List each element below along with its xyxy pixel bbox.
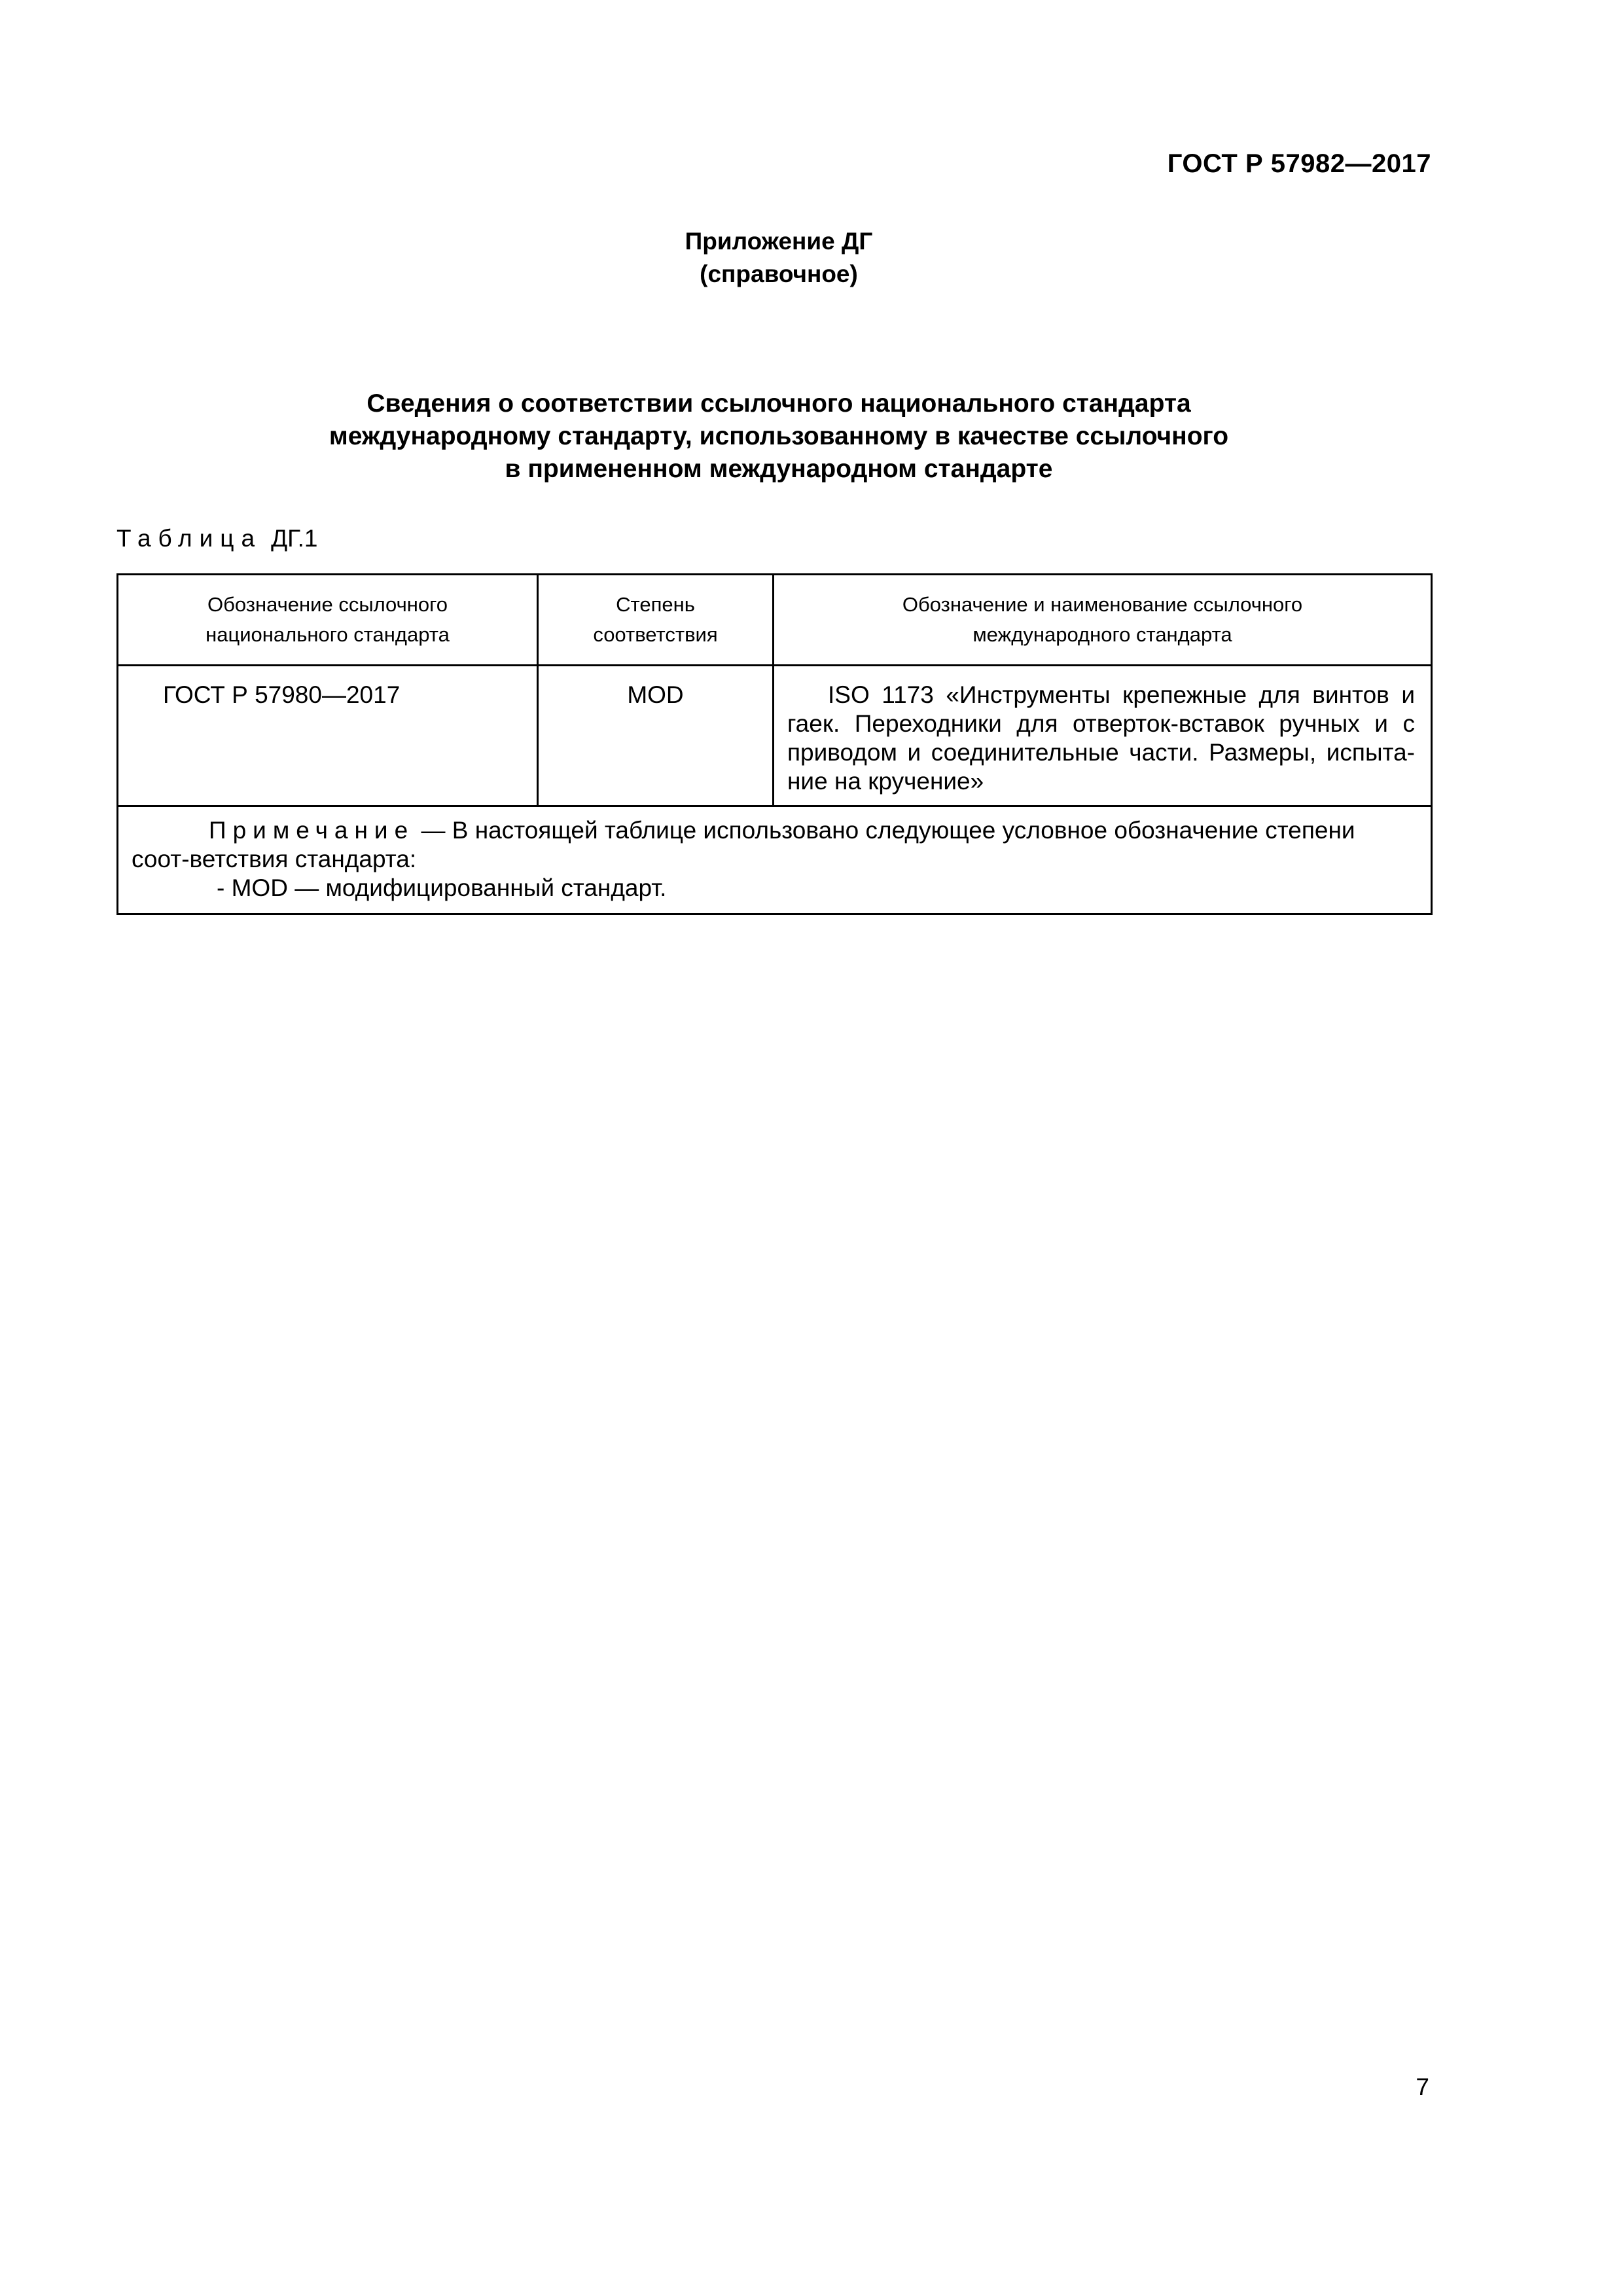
cell-national-standard: ГОСТ Р 57980—2017 bbox=[118, 666, 538, 806]
table-caption-number: ДГ.1 bbox=[271, 525, 318, 552]
table-caption bbox=[116, 525, 318, 552]
column-header-international: Обозначение и наименование ссылочного международного стандарта bbox=[774, 575, 1432, 666]
table-note bbox=[118, 806, 1432, 914]
document-code: ГОСТ Р 57982—2017 bbox=[1167, 149, 1431, 178]
note-label: Примечание bbox=[209, 817, 415, 844]
cell-degree: MOD bbox=[538, 666, 774, 806]
table-caption-label: Таблица bbox=[116, 525, 262, 552]
cell-international-standard bbox=[774, 666, 1432, 806]
note-text: — В настоящей таблице использовано следующее условное обозначение степени соот-ветствия стандарта: bbox=[132, 817, 1355, 872]
table-note-row bbox=[118, 806, 1432, 914]
note-item: - MOD — модифицированный стандарт. bbox=[217, 874, 667, 901]
column-header-degree: Степень соответствия bbox=[538, 575, 774, 666]
annex-title: Приложение ДГ bbox=[685, 228, 873, 255]
page-number: 7 bbox=[1416, 2073, 1429, 2100]
reference-table bbox=[116, 573, 1433, 915]
annex-type: (справочное) bbox=[700, 260, 858, 287]
heading-line: Сведения о соответствии ссылочного национального стандарта bbox=[366, 389, 1191, 418]
section-heading bbox=[0, 387, 1558, 486]
table-header-row bbox=[118, 575, 1432, 666]
heading-line: в примененном международном стандарте bbox=[505, 455, 1053, 483]
table-row bbox=[118, 666, 1432, 806]
heading-line: международному стандарту, использованному в качестве ссылочного bbox=[329, 422, 1229, 450]
column-header-national: Обозначение ссылочного национального стандарта bbox=[118, 575, 538, 666]
international-standard-text: ISO 1173 «Инструменты крепежные для винтов и гаек. Переходники для отверток-вставок ручных и с приводом и соединительные части. Размеры, испыта-ние на кручение» bbox=[787, 681, 1415, 795]
